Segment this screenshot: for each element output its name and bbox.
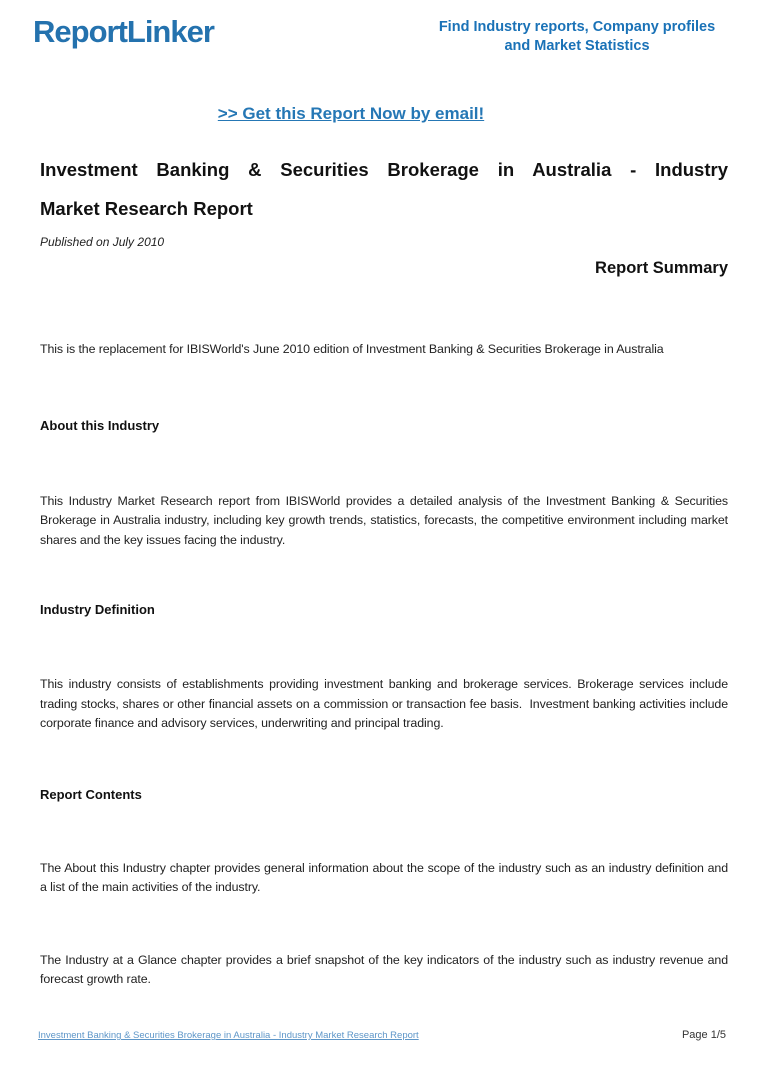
section-paragraph: This industry consists of establishments providing investment banking and brokerage services. Brokerage services include trading stocks, shares or other financial assets on a commission or transaction fee basis. Investment banking activities include corporate finance and advisory services, underwriting and principal trading.	[40, 677, 728, 730]
page-footer	[38, 1029, 726, 1041]
report-title	[40, 150, 728, 228]
section-paragraph: The About this Industry chapter provides general information about the scope of the industry such as an industry definition and a list of the main activities of the industry.	[40, 860, 728, 894]
footer-report-link[interactable]: Investment Banking & Securities Brokerage in Australia - Industry Market Research Report	[38, 1030, 419, 1041]
section-heading-industry-definition: Industry Definition	[40, 602, 155, 617]
replacement-note: This is the replacement for IBISWorld's June 2010 edition of Investment Banking & Securities Brokerage in Australia	[40, 342, 664, 356]
section-heading-about-this-industry: About this Industry	[40, 417, 160, 433]
cta-row	[0, 104, 768, 124]
report-title-line-2: Market Research Report	[40, 198, 253, 219]
section-heading-report-contents: Report Contents	[40, 786, 142, 802]
page-number: Page 1/5	[681, 1029, 726, 1041]
published-date: Published on July 2010	[40, 235, 165, 249]
section-paragraph: This Industry Market Research report from IBISWorld provides a detailed analysis of the Investment Banking & Securities Brokerage in Australia industry, including key growth trends, statistics, forecasts, the competitive environment including market shares and the key issues facing the industry.	[40, 493, 728, 547]
report-title-line-1: Investment Banking & Securities Brokerage in Australia - Industry	[40, 159, 728, 180]
report-summary-heading: Report Summary	[595, 259, 728, 277]
tagline-line-2: and Market Statistics	[504, 38, 650, 54]
get-report-email-link[interactable]: >> Get this Report Now by email!	[217, 104, 485, 123]
section-paragraph: The Industry at a Glance chapter provides a brief snapshot of the key indicators of the industry such as industry revenue and forecast growth rate.	[40, 952, 728, 986]
reportlinker-logo: ReportLinker	[33, 14, 214, 49]
page-header	[0, 0, 768, 56]
tagline-line-1: Find Industry reports, Company profiles	[438, 19, 716, 35]
header-tagline	[408, 15, 746, 56]
